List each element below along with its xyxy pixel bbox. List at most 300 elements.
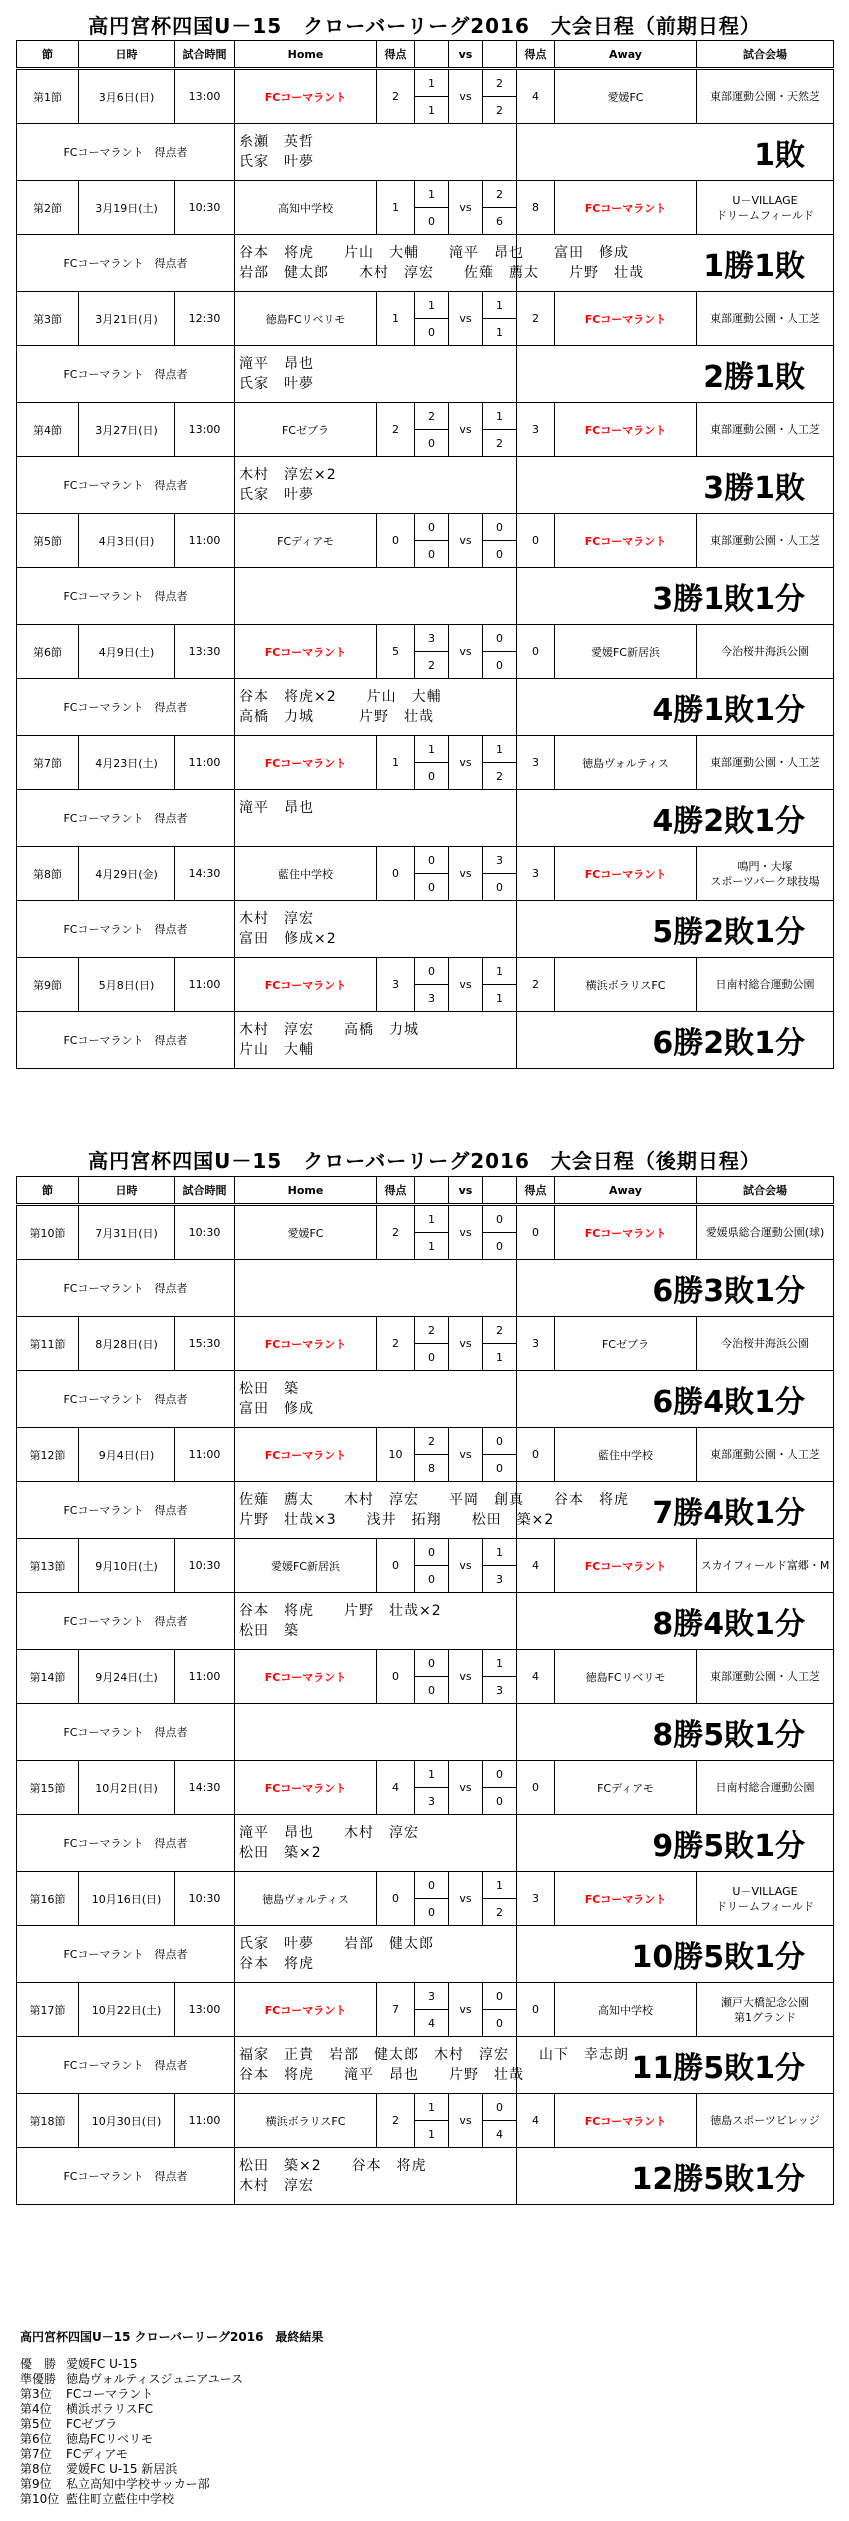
round: 第15節 <box>17 1761 79 1815</box>
home-team: 藍住中学校 <box>235 847 377 901</box>
away-second-half: 0 <box>496 658 503 672</box>
season-record: 6勝2敗1分 <box>517 1012 834 1069</box>
scorer-label: FCコーマラント 得点者 <box>17 1926 235 1983</box>
vs-label: vs <box>449 1761 483 1815</box>
scorer-line <box>239 1288 516 1308</box>
round: 第17節 <box>17 1983 79 2037</box>
match-row <box>17 2094 834 2148</box>
scorer-label: FCコーマラント 得点者 <box>17 1815 235 1872</box>
away-second-half: 1 <box>496 1350 503 1364</box>
scorer-line: 木村 淳宏×2 <box>239 467 337 483</box>
scorer-line <box>239 596 516 616</box>
final-place: 第3位 <box>20 2387 52 2401</box>
scorer-row <box>17 1704 834 1761</box>
away-half-scores <box>483 1761 517 1815</box>
vs-label: vs <box>449 1650 483 1704</box>
match-row <box>17 181 834 235</box>
round: 第7節 <box>17 736 79 790</box>
scorer-line: 糸瀬 英哲 <box>239 134 314 150</box>
final-standing-row <box>20 2462 323 2477</box>
away-score: 2 <box>517 292 555 346</box>
first-half-title: 高円宮杯四国U－15 クローバーリーグ2016 大会日程（前期日程） <box>88 14 761 38</box>
kickoff-time: 13:30 <box>175 625 235 679</box>
home-second-half: 3 <box>428 1794 435 1808</box>
final-place: 第9位 <box>20 2477 52 2491</box>
scorer-row <box>17 2037 834 2094</box>
column-header: 試合会場 <box>697 41 834 69</box>
away-team: FCコーマラント <box>555 292 697 346</box>
home-score: 2 <box>377 2094 415 2148</box>
away-team: FCコーマラント <box>555 847 697 901</box>
season-record: 9勝5敗1分 <box>517 1815 834 1872</box>
home-half-scores <box>415 1650 449 1704</box>
scorer-label: FCコーマラント 得点者 <box>17 568 235 625</box>
vs-label: vs <box>449 403 483 457</box>
scorer-row <box>17 790 834 847</box>
away-first-half: 2 <box>483 1317 516 1344</box>
scorer-line: 松田 築 <box>239 1381 299 1397</box>
away-team: FCコーマラント <box>555 1872 697 1926</box>
final-standing-row <box>20 2417 323 2432</box>
home-second-half: 0 <box>428 436 435 450</box>
kickoff-time: 13:00 <box>175 69 235 124</box>
away-score: 8 <box>517 181 555 235</box>
home-second-half: 4 <box>428 2016 435 2030</box>
away-first-half: 0 <box>483 514 516 541</box>
home-first-half: 1 <box>415 1761 448 1788</box>
home-team: FCコーマラント <box>235 1317 377 1371</box>
home-first-half: 0 <box>415 958 448 985</box>
vs-label: vs <box>449 69 483 124</box>
match-row <box>17 1983 834 2037</box>
scorer-names <box>235 1260 517 1317</box>
home-second-half: 0 <box>428 325 435 339</box>
vs-label: vs <box>449 2094 483 2148</box>
venue: 今治桜井海浜公園 <box>697 1317 834 1371</box>
home-score: 0 <box>377 847 415 901</box>
away-team: 愛媛FC <box>555 69 697 124</box>
round: 第4節 <box>17 403 79 457</box>
round: 第5節 <box>17 514 79 568</box>
away-score: 4 <box>517 1539 555 1593</box>
final-standing-row <box>20 2402 323 2417</box>
scorer-row <box>17 1926 834 1983</box>
kickoff-time: 13:00 <box>175 1983 235 2037</box>
scorer-row <box>17 1260 834 1317</box>
scorer-line: 佐薙 薦太 木村 淳宏 平岡 創真 谷本 将虎 <box>239 1492 629 1508</box>
scorer-names <box>235 1593 517 1650</box>
match-date: 5月8日(日) <box>79 958 175 1012</box>
scorer-label: FCコーマラント 得点者 <box>17 1482 235 1539</box>
away-second-half: 0 <box>496 1239 503 1253</box>
kickoff-time: 14:30 <box>175 847 235 901</box>
scorer-label: FCコーマラント 得点者 <box>17 124 235 181</box>
final-place: 第5位 <box>20 2417 52 2431</box>
away-half-scores <box>483 1317 517 1371</box>
round: 第8節 <box>17 847 79 901</box>
venue: 東部運動公園・人工芝 <box>697 514 834 568</box>
away-second-half: 0 <box>496 1461 503 1475</box>
away-second-half: 0 <box>496 2016 503 2030</box>
season-record: 4勝2敗1分 <box>517 790 834 847</box>
home-first-half: 0 <box>415 514 448 541</box>
scorer-row <box>17 346 834 403</box>
away-score: 0 <box>517 1205 555 1260</box>
away-second-half: 0 <box>496 1794 503 1808</box>
kickoff-time: 11:00 <box>175 736 235 790</box>
header-row <box>17 1177 834 1205</box>
final-team: 愛媛FC U-15 <box>66 2357 138 2371</box>
away-half-scores <box>483 958 517 1012</box>
home-half-scores <box>415 958 449 1012</box>
final-results <box>20 2330 323 2507</box>
away-score: 4 <box>517 2094 555 2148</box>
final-team: 徳島ヴォルティスジュニアユース <box>66 2372 244 2386</box>
home-first-half: 0 <box>415 1872 448 1899</box>
scorer-label: FCコーマラント 得点者 <box>17 457 235 514</box>
round: 第3節 <box>17 292 79 346</box>
scorer-names <box>235 457 517 514</box>
final-team: 愛媛FC U-15 新居浜 <box>66 2462 178 2476</box>
home-half-scores <box>415 1539 449 1593</box>
home-second-half: 0 <box>428 1683 435 1697</box>
match-date: 4月23日(土) <box>79 736 175 790</box>
match-date: 4月29日(金) <box>79 847 175 901</box>
home-first-half: 2 <box>415 403 448 430</box>
home-first-half: 1 <box>415 736 448 763</box>
vs-label: vs <box>449 292 483 346</box>
home-score: 0 <box>377 514 415 568</box>
scorer-names <box>235 901 517 958</box>
scorer-line: 谷本 将虎 <box>239 1956 314 1972</box>
away-second-half: 6 <box>496 214 503 228</box>
round: 第1節 <box>17 69 79 124</box>
home-half-scores <box>415 292 449 346</box>
column-header <box>415 41 449 69</box>
home-second-half: 1 <box>428 1239 435 1253</box>
away-first-half: 0 <box>483 1761 516 1788</box>
away-first-half: 1 <box>483 1539 516 1566</box>
venue: 東部運動公園・人工芝 <box>697 1650 834 1704</box>
away-half-scores <box>483 1650 517 1704</box>
away-second-half: 2 <box>496 436 503 450</box>
scorer-row <box>17 124 834 181</box>
scorer-row <box>17 1012 834 1069</box>
scorer-label: FCコーマラント 得点者 <box>17 2037 235 2094</box>
scorer-names <box>235 2148 517 2205</box>
scorer-row <box>17 1815 834 1872</box>
scorer-row <box>17 1593 834 1650</box>
home-first-half: 0 <box>415 847 448 874</box>
scorer-row <box>17 2148 834 2205</box>
kickoff-time: 15:30 <box>175 1317 235 1371</box>
away-score: 0 <box>517 1761 555 1815</box>
scorer-label: FCコーマラント 得点者 <box>17 1260 235 1317</box>
scorer-line <box>239 1712 516 1732</box>
column-header <box>415 1177 449 1205</box>
scorer-names <box>235 2037 629 2094</box>
home-team: 愛媛FC <box>235 1205 377 1260</box>
second-half-schedule-table <box>16 1176 834 2205</box>
scorer-line: 氏家 叶夢 岩部 健太郎 <box>239 1936 434 1952</box>
final-standing-row <box>20 2387 323 2402</box>
round: 第6節 <box>17 625 79 679</box>
match-row <box>17 958 834 1012</box>
away-first-half: 0 <box>483 625 516 652</box>
season-record: 2勝1敗 <box>517 346 834 403</box>
away-first-half: 0 <box>483 1206 516 1233</box>
home-team: FCコーマラント <box>235 1428 377 1482</box>
scorer-line: 谷本 将虎×2 片山 大輔 <box>239 689 442 705</box>
scorer-line: 谷本 将虎 片山 大輔 滝平 昂也 富田 修成 <box>239 245 629 261</box>
final-standing-row <box>20 2492 323 2507</box>
vs-label: vs <box>449 1872 483 1926</box>
home-team: 徳島ヴォルティス <box>235 1872 377 1926</box>
away-team: FCコーマラント <box>555 1539 697 1593</box>
away-half-scores <box>483 181 517 235</box>
away-first-half: 1 <box>483 403 516 430</box>
final-standing-row <box>20 2357 323 2372</box>
kickoff-time: 10:30 <box>175 1205 235 1260</box>
scorer-row <box>17 679 834 736</box>
away-score: 4 <box>517 1650 555 1704</box>
vs-label: vs <box>449 1317 483 1371</box>
match-date: 4月9日(土) <box>79 625 175 679</box>
away-half-scores <box>483 69 517 124</box>
match-date: 4月3日(日) <box>79 514 175 568</box>
match-row <box>17 1539 834 1593</box>
home-score: 1 <box>377 292 415 346</box>
home-team: FCコーマラント <box>235 736 377 790</box>
scorer-label: FCコーマラント 得点者 <box>17 1593 235 1650</box>
scorer-line: 松田 築×2 谷本 将虎 <box>239 2158 427 2174</box>
venue: 東部運動公園・人工芝 <box>697 403 834 457</box>
final-results-title: 高円宮杯四国U－15 クローバーリーグ2016 最終結果 <box>20 2330 324 2344</box>
home-second-half: 0 <box>428 1350 435 1364</box>
away-team: FCコーマラント <box>555 1205 697 1260</box>
season-record: 3勝1敗 <box>517 457 834 514</box>
match-row <box>17 1872 834 1926</box>
away-team: FCゼブラ <box>555 1317 697 1371</box>
away-first-half: 1 <box>483 958 516 985</box>
final-place: 第7位 <box>20 2447 52 2461</box>
kickoff-time: 11:00 <box>175 1650 235 1704</box>
season-record: 11勝5敗1分 <box>517 2037 834 2094</box>
season-record: 8勝5敗1分 <box>517 1704 834 1761</box>
away-second-half: 0 <box>496 547 503 561</box>
column-header: 節 <box>17 41 79 69</box>
scorer-line <box>239 1732 516 1752</box>
away-team: 徳島FCリベリモ <box>555 1650 697 1704</box>
match-row <box>17 1317 834 1371</box>
column-header: Home <box>235 41 377 69</box>
away-first-half: 0 <box>483 2094 516 2121</box>
away-first-half: 1 <box>483 292 516 319</box>
scorer-line: 松田 築×2 <box>239 1845 322 1861</box>
away-half-scores <box>483 625 517 679</box>
final-place: 第10位 <box>20 2492 60 2506</box>
away-team: FCコーマラント <box>555 181 697 235</box>
match-date: 7月31日(日) <box>79 1205 175 1260</box>
final-standing-row <box>20 2372 323 2387</box>
home-team: FCコーマラント <box>235 69 377 124</box>
away-first-half: 1 <box>483 1872 516 1899</box>
scorer-names <box>235 1482 629 1539</box>
scorer-line: 滝平 昂也 <box>239 356 314 372</box>
home-score: 10 <box>377 1428 415 1482</box>
home-team: FCコーマラント <box>235 1650 377 1704</box>
scorer-line: 福家 正貴 岩部 健太郎 木村 淳宏 山下 幸志朗 <box>239 2047 629 2063</box>
away-team: FCコーマラント <box>555 2094 697 2148</box>
scorer-names <box>235 346 517 403</box>
column-header <box>483 1177 517 1205</box>
home-first-half: 3 <box>415 625 448 652</box>
away-half-scores <box>483 2094 517 2148</box>
away-second-half: 1 <box>496 991 503 1005</box>
scorer-line: 片山 大輔 <box>239 1042 314 1058</box>
round: 第14節 <box>17 1650 79 1704</box>
scorer-names <box>235 568 517 625</box>
match-date: 9月24日(土) <box>79 1650 175 1704</box>
away-second-half: 0 <box>496 880 503 894</box>
scorer-row <box>17 1371 834 1428</box>
final-standing-row <box>20 2477 323 2492</box>
kickoff-time: 13:00 <box>175 403 235 457</box>
kickoff-time: 10:30 <box>175 181 235 235</box>
home-half-scores <box>415 1317 449 1371</box>
season-record: 1敗 <box>517 124 834 181</box>
vs-label: vs <box>449 1983 483 2037</box>
away-score: 3 <box>517 1872 555 1926</box>
away-second-half: 3 <box>496 1683 503 1697</box>
venue: U－VILLAGE ドリームフィールド <box>697 181 834 235</box>
season-record: 7勝4敗1分 <box>517 1482 834 1539</box>
home-score: 4 <box>377 1761 415 1815</box>
home-half-scores <box>415 1761 449 1815</box>
scorer-line: 富田 修成 <box>239 1401 314 1417</box>
scorer-label: FCコーマラント 得点者 <box>17 790 235 847</box>
final-place: 第6位 <box>20 2432 52 2446</box>
away-team: 横浜ボラリスFC <box>555 958 697 1012</box>
season-record: 6勝4敗1分 <box>517 1371 834 1428</box>
away-half-scores <box>483 1539 517 1593</box>
final-team: 私立高知中学校サッカー部 <box>66 2477 210 2491</box>
scorer-names <box>235 790 517 847</box>
home-half-scores <box>415 514 449 568</box>
final-team: 横浜ボラリスFC <box>66 2402 154 2416</box>
scorer-line: 木村 淳宏 <box>239 911 314 927</box>
scorer-names <box>235 124 517 181</box>
match-row <box>17 403 834 457</box>
column-header: 日時 <box>79 41 175 69</box>
away-score: 3 <box>517 403 555 457</box>
scorer-line <box>239 1268 516 1288</box>
column-header: vs <box>449 41 483 69</box>
round: 第18節 <box>17 2094 79 2148</box>
scorer-line: 滝平 昂也 木村 淳宏 <box>239 1825 419 1841</box>
match-date: 3月21日(月) <box>79 292 175 346</box>
column-header: 節 <box>17 1177 79 1205</box>
away-score: 3 <box>517 847 555 901</box>
home-score: 0 <box>377 1650 415 1704</box>
first-half-schedule-table <box>16 40 834 1069</box>
home-first-half: 1 <box>415 2094 448 2121</box>
scorer-label: FCコーマラント 得点者 <box>17 901 235 958</box>
venue: 東部運動公園・人工芝 <box>697 292 834 346</box>
home-second-half: 0 <box>428 769 435 783</box>
scorer-names <box>235 1371 517 1428</box>
scorer-line: 木村 淳宏 <box>239 2178 314 2194</box>
scorer-label: FCコーマラント 得点者 <box>17 346 235 403</box>
home-score: 1 <box>377 736 415 790</box>
home-score: 3 <box>377 958 415 1012</box>
venue: 日南村総合運動公園 <box>697 958 834 1012</box>
venue: 徳島スポーツビレッジ <box>697 2094 834 2148</box>
vs-label: vs <box>449 514 483 568</box>
column-header: 得点 <box>517 1177 555 1205</box>
season-record: 12勝5敗1分 <box>517 2148 834 2205</box>
home-score: 0 <box>377 1872 415 1926</box>
round: 第12節 <box>17 1428 79 1482</box>
home-team: FCコーマラント <box>235 625 377 679</box>
home-team: 横浜ボラリスFC <box>235 2094 377 2148</box>
round: 第11節 <box>17 1317 79 1371</box>
scorer-row <box>17 235 834 292</box>
away-second-half: 2 <box>496 1905 503 1919</box>
scorer-label: FCコーマラント 得点者 <box>17 1012 235 1069</box>
away-score: 3 <box>517 1317 555 1371</box>
match-date: 3月27日(日) <box>79 403 175 457</box>
home-score: 2 <box>377 69 415 124</box>
home-second-half: 0 <box>428 880 435 894</box>
scorer-line: 松田 築 <box>239 1623 299 1639</box>
scorer-line: 氏家 叶夢 <box>239 487 314 503</box>
match-date: 10月2日(日) <box>79 1761 175 1815</box>
kickoff-time: 10:30 <box>175 1539 235 1593</box>
away-first-half: 1 <box>483 1650 516 1677</box>
column-header: Home <box>235 1177 377 1205</box>
away-first-half: 0 <box>483 1983 516 2010</box>
match-date: 10月22日(土) <box>79 1983 175 2037</box>
vs-label: vs <box>449 181 483 235</box>
away-second-half: 1 <box>496 325 503 339</box>
home-first-half: 1 <box>415 292 448 319</box>
home-half-scores <box>415 847 449 901</box>
match-row <box>17 1428 834 1482</box>
column-header: Away <box>555 1177 697 1205</box>
away-half-scores <box>483 292 517 346</box>
venue: 今治桜井海浜公園 <box>697 625 834 679</box>
final-team: 藍住町立藍住中学校 <box>66 2492 175 2506</box>
season-record: 4勝1敗1分 <box>517 679 834 736</box>
home-first-half: 2 <box>415 1317 448 1344</box>
home-second-half: 3 <box>428 991 435 1005</box>
round: 第10節 <box>17 1205 79 1260</box>
away-half-scores <box>483 403 517 457</box>
vs-label: vs <box>449 625 483 679</box>
away-team: 愛媛FC新居浜 <box>555 625 697 679</box>
final-place: 優 勝 <box>20 2357 57 2371</box>
match-row <box>17 1205 834 1260</box>
match-row <box>17 847 834 901</box>
home-score: 7 <box>377 1983 415 2037</box>
final-place: 第4位 <box>20 2402 52 2416</box>
scorer-names <box>235 1926 517 1983</box>
scorer-label: FCコーマラント 得点者 <box>17 235 235 292</box>
home-half-scores <box>415 181 449 235</box>
away-second-half: 2 <box>496 103 503 117</box>
away-half-scores <box>483 1983 517 2037</box>
